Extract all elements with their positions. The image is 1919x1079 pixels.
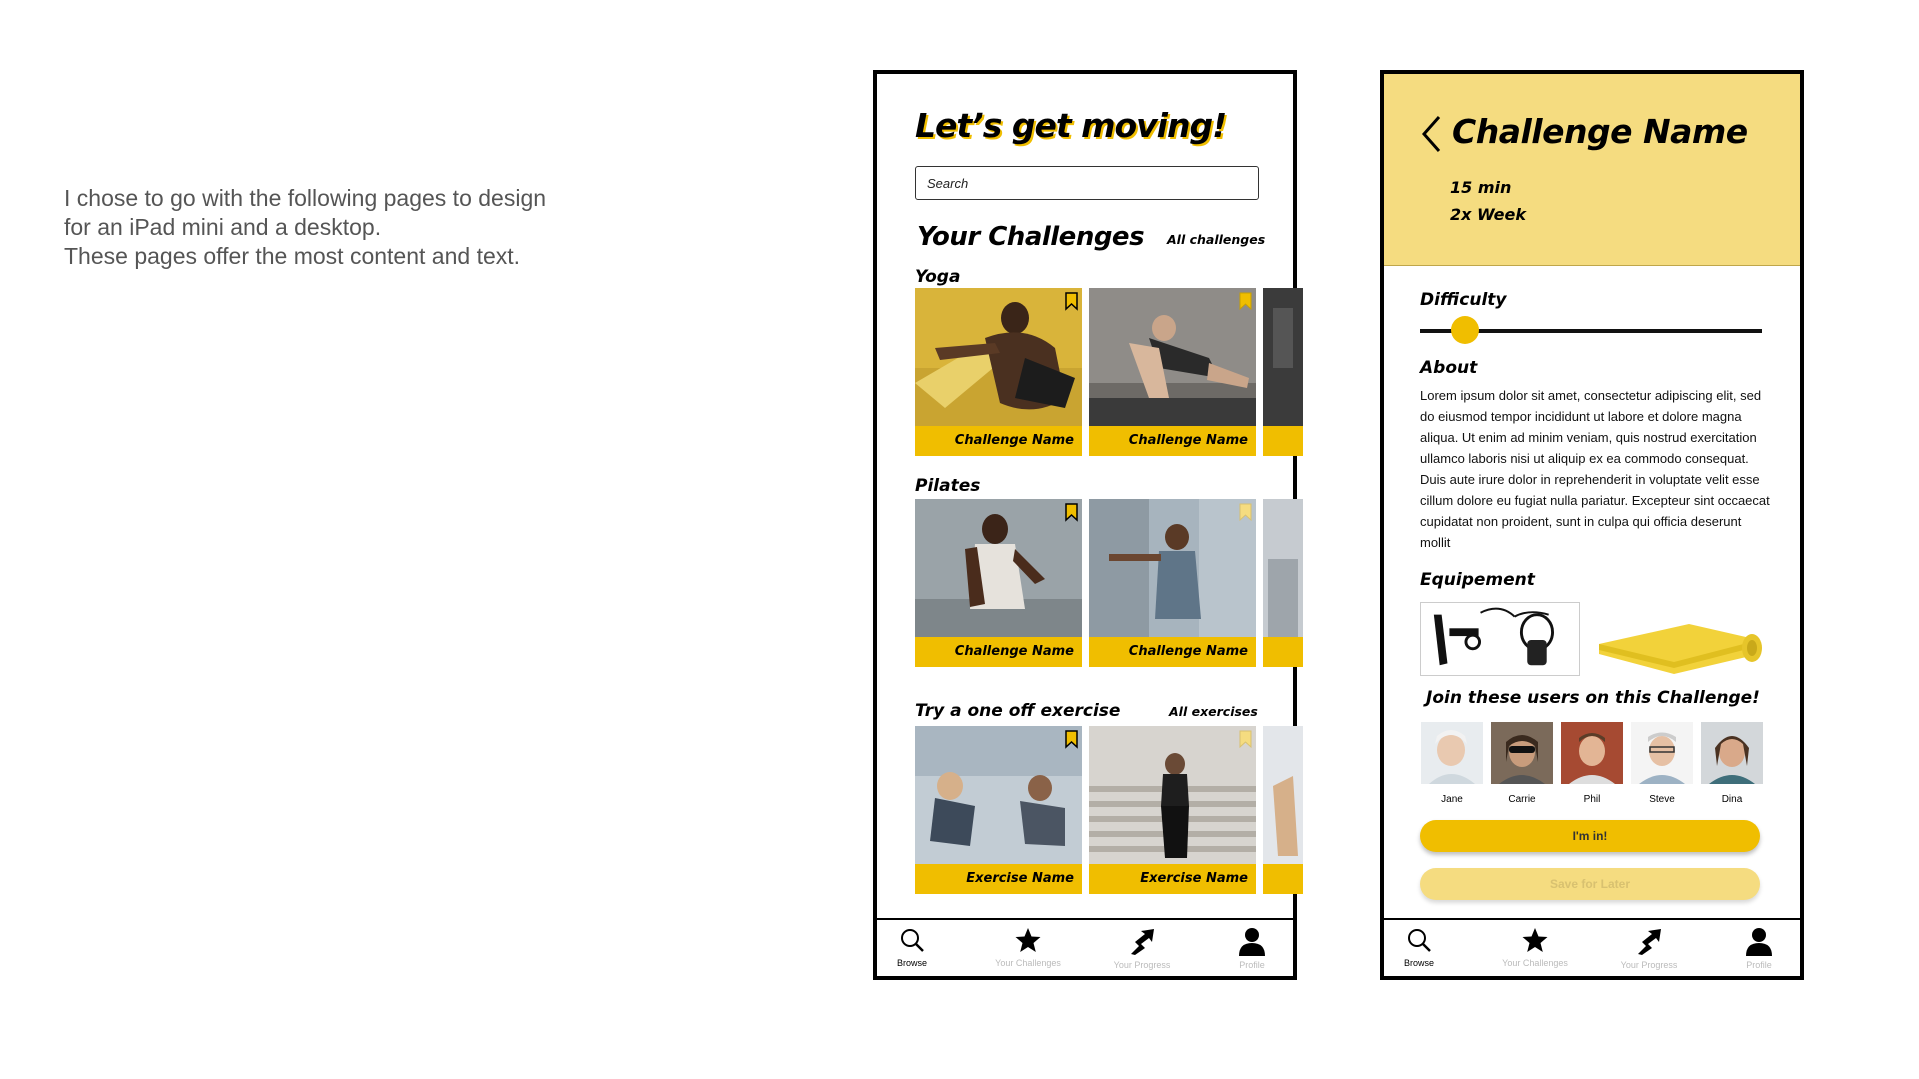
all-challenges-link[interactable]: All challenges xyxy=(1167,232,1266,247)
star-icon xyxy=(1014,926,1042,954)
user-avatar-item[interactable] xyxy=(1630,722,1694,805)
avatar xyxy=(1491,722,1553,784)
intro-text xyxy=(64,184,664,271)
challenge-card-label: Challenge Name xyxy=(1089,637,1256,667)
search-icon xyxy=(898,926,926,954)
category-pilates-label: Pilates xyxy=(915,476,981,496)
equipment-label: Equipement xyxy=(1420,570,1535,590)
exercise-photo-3 xyxy=(1263,726,1303,864)
profile-icon xyxy=(1745,926,1773,956)
challenge-card-partial[interactable] xyxy=(1263,288,1303,456)
challenge-title: Challenge Name xyxy=(1452,112,1748,151)
about-label: About xyxy=(1420,358,1478,378)
challenge-card[interactable] xyxy=(1089,288,1256,456)
intro-line-2: for an iPad mini and a desktop. xyxy=(64,214,382,240)
tab-browse[interactable] xyxy=(1374,926,1464,968)
challenge-card-label-partial xyxy=(1263,426,1303,456)
page-title: Let’s get moving! xyxy=(915,106,1227,145)
user-avatar-item[interactable] xyxy=(1420,722,1484,805)
profile-icon xyxy=(1238,926,1266,956)
avatar xyxy=(1561,722,1623,784)
exercise-photo-1 xyxy=(915,726,1082,864)
exercise-card[interactable] xyxy=(915,726,1082,894)
difficulty-slider[interactable] xyxy=(1420,329,1762,333)
progress-arrow-icon xyxy=(1127,926,1157,956)
im-in-button[interactable]: I'm in! xyxy=(1420,820,1760,852)
pilates-photo-3 xyxy=(1263,499,1303,637)
your-challenges-heading: Your Challenges xyxy=(917,222,1145,252)
challenge-card[interactable] xyxy=(915,288,1082,456)
tab-label: Your Progress xyxy=(1620,960,1678,970)
bookmark-icon[interactable] xyxy=(1065,292,1078,310)
challenge-card[interactable] xyxy=(1089,499,1256,667)
intro-line-3: These pages offer the most content and text. xyxy=(64,243,521,269)
difficulty-label: Difficulty xyxy=(1420,290,1507,310)
yoga-carousel[interactable] xyxy=(915,288,1305,456)
tab-label: Profile xyxy=(1746,960,1772,970)
user-avatar-item[interactable] xyxy=(1490,722,1554,805)
user-name: Steve xyxy=(1649,794,1675,805)
challenge-duration: 15 min xyxy=(1450,178,1512,197)
bookmark-icon[interactable] xyxy=(1239,730,1252,748)
avatar xyxy=(1421,722,1483,784)
join-users-heading: Join these users on this Challenge! xyxy=(1426,688,1760,708)
tab-label: Your Challenges xyxy=(995,958,1061,968)
search-icon xyxy=(1405,926,1433,954)
bookmark-icon[interactable] xyxy=(1239,292,1252,310)
exercise-card-label: Exercise Name xyxy=(1089,864,1256,894)
pilates-photo-2 xyxy=(1089,499,1256,637)
category-oneoff-label: Try a one off exercise xyxy=(915,701,1121,721)
challenge-card-label: Challenge Name xyxy=(1089,426,1256,456)
intro-line-1: I chose to go with the following pages to design xyxy=(64,185,547,211)
back-arrow-icon[interactable] xyxy=(1420,114,1442,154)
all-exercises-link[interactable]: All exercises xyxy=(1169,704,1258,719)
tab-your-challenges[interactable] xyxy=(1490,926,1580,968)
tab-your-progress[interactable] xyxy=(1097,926,1187,970)
star-icon xyxy=(1521,926,1549,954)
challenge-frequency: 2x Week xyxy=(1450,205,1526,224)
pilates-photo-1 xyxy=(915,499,1082,637)
user-name: Jane xyxy=(1441,794,1463,805)
challenge-header xyxy=(1384,74,1800,266)
exercise-card-label: Exercise Name xyxy=(915,864,1082,894)
challenge-card[interactable] xyxy=(915,499,1082,667)
tab-label: Your Challenges xyxy=(1502,958,1568,968)
avatar xyxy=(1701,722,1763,784)
yoga-mat-image xyxy=(1594,602,1764,676)
bookmark-icon[interactable] xyxy=(1239,503,1252,521)
challenge-card-label: Challenge Name xyxy=(915,637,1082,667)
search-placeholder: Search xyxy=(927,176,969,191)
tab-label: Profile xyxy=(1239,960,1265,970)
tab-your-challenges[interactable] xyxy=(983,926,1073,968)
tab-label: Browse xyxy=(896,958,927,968)
difficulty-slider-knob[interactable] xyxy=(1451,316,1479,344)
save-for-later-button[interactable]: Save for Later xyxy=(1420,868,1760,900)
user-name: Carrie xyxy=(1508,794,1536,805)
user-avatar-item[interactable] xyxy=(1560,722,1624,805)
challenge-card-label: Challenge Name xyxy=(915,426,1082,456)
pilates-carousel[interactable] xyxy=(915,499,1305,667)
tab-bar xyxy=(1384,918,1800,976)
bookmark-icon[interactable] xyxy=(1065,503,1078,521)
tab-label: Your Progress xyxy=(1113,960,1171,970)
search-input[interactable] xyxy=(915,166,1259,200)
tab-label: Browse xyxy=(1403,958,1434,968)
challenge-detail-screen xyxy=(1380,70,1804,980)
exercise-card-partial[interactable] xyxy=(1263,726,1303,894)
about-text: Lorem ipsum dolor sit amet, consectetur adipiscing elit, sed do eiusmod tempor incididunt ut labore et dolore magna aliqua. Ut enim ad minim veniam, quis nostrud exercitation ullamco laboris nisi ut aliquip ex ea commodo consequat. Duis aute irure dolor in reprehenderit in voluptate velit esse cillum dolore eu fugiat nulla pariatur. Excepteur sint occaecat cupidatat non proident, sunt in culpa qui officia deserunt mollit xyxy=(1420,388,1770,550)
exercise-carousel[interactable] xyxy=(915,726,1305,894)
user-name: Phil xyxy=(1583,794,1601,805)
challenge-card-label-partial xyxy=(1263,637,1303,667)
bookmark-icon[interactable] xyxy=(1065,730,1078,748)
user-avatar-item[interactable] xyxy=(1700,722,1764,805)
user-name: Dina xyxy=(1721,794,1743,805)
exercise-card-label-partial xyxy=(1263,864,1303,894)
tab-profile[interactable] xyxy=(1714,926,1804,970)
progress-arrow-icon xyxy=(1634,926,1664,956)
yoga-photo-3 xyxy=(1263,288,1303,426)
tab-your-progress[interactable] xyxy=(1604,926,1694,970)
tab-bar xyxy=(877,918,1293,976)
resistance-band-image xyxy=(1420,602,1580,676)
exercise-photo-2 xyxy=(1089,726,1256,864)
category-yoga-label: Yoga xyxy=(915,267,961,287)
tab-browse[interactable] xyxy=(867,926,957,968)
yoga-photo-1 xyxy=(915,288,1082,426)
avatar xyxy=(1631,722,1693,784)
challenge-card-partial[interactable] xyxy=(1263,499,1303,667)
tab-profile[interactable] xyxy=(1207,926,1297,970)
browse-screen xyxy=(873,70,1297,980)
exercise-card[interactable] xyxy=(1089,726,1256,894)
yoga-photo-2 xyxy=(1089,288,1256,426)
